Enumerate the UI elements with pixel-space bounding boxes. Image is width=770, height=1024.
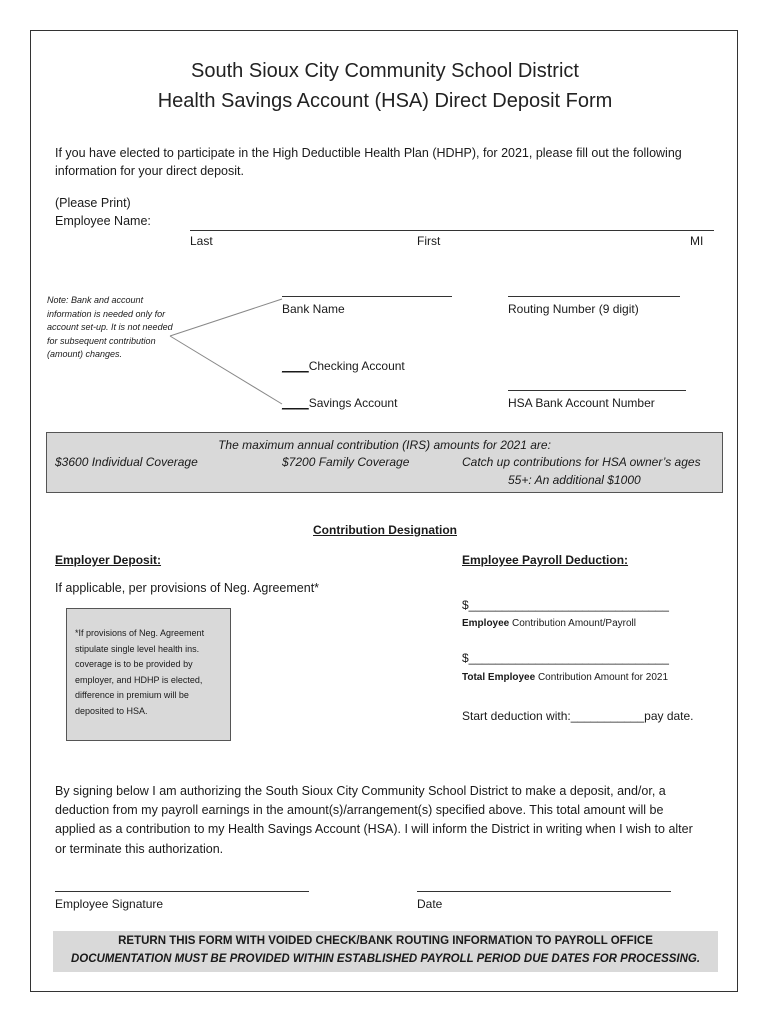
hsa-account-number-field[interactable]	[508, 390, 686, 391]
total-contribution-amount-label	[462, 672, 668, 683]
footer-box	[53, 931, 718, 972]
checking-account-option[interactable]	[282, 359, 405, 373]
savings-account-option[interactable]	[282, 396, 397, 410]
employee-payroll-deduction-heading: Employee Payroll Deduction:	[462, 553, 629, 567]
individual-coverage-limit: $3600 Individual Coverage	[55, 455, 198, 469]
contribution-designation-heading: Contribution Designation	[313, 523, 457, 537]
employee-contribution-amount-label	[462, 618, 636, 629]
intro-line-1: If you have elected to participate in the High Deductible Health Plan (HDHP), for 2021, please fill out the following	[55, 146, 682, 160]
footer-return-instruction: RETURN THIS FORM WITH VOIDED CHECK/BANK ROUTING INFORMATION TO PAYROLL OFFICE	[118, 935, 653, 947]
employee-signature-label: Employee Signature	[55, 897, 164, 911]
checking-blank: ____	[282, 359, 309, 373]
authorization-line-2: deduction from my payroll earnings in the amount(s)/arrangement(s) specified above. This total amount will be	[55, 803, 664, 817]
total-contribution-amount-field[interactable]: $______________________________	[462, 651, 669, 665]
please-print-label: (Please Print)	[55, 196, 131, 210]
authorization-line-3: applied as a contribution to my Health Savings Account (HSA). I will inform the District in writing when I wish to alter	[55, 822, 693, 836]
checking-account-label: Checking Account	[308, 359, 405, 373]
catchup-contribution-line-1: Catch up contributions for HSA owner’s ages	[462, 455, 701, 469]
employee-bold: Employee	[462, 618, 510, 629]
date-field[interactable]	[417, 891, 671, 892]
employee-contribution-amount-field[interactable]: $______________________________	[462, 598, 669, 612]
routing-number-label: Routing Number (9 digit)	[508, 302, 639, 316]
family-coverage-limit: $7200 Family Coverage	[282, 455, 410, 469]
employee-signature-field[interactable]	[55, 891, 309, 892]
total-amount-text: Contribution Amount for 2021	[535, 672, 669, 683]
form-title: Health Savings Account (HSA) Direct Deposit Form	[157, 90, 613, 112]
first-name-label: First	[417, 234, 441, 248]
employee-name-label: Employee Name:	[55, 214, 151, 228]
hsa-account-number-label: HSA Bank Account Number	[508, 396, 655, 410]
catchup-contribution-line-2: 55+: An additional $1000	[508, 473, 641, 487]
neg-agreement-callout-text: *If provisions of Neg. Agreement stipulate single level health ins. coverage is to be provided by employer, and HDHP is elected, difference in premium will be deposited to HSA.	[75, 628, 205, 716]
footer-documentation-instruction: DOCUMENTATION MUST BE PROVIDED WITHIN ESTABLISHED PAYROLL PERIOD DUE DATES FOR PROCESSING.	[70, 953, 701, 965]
bank-name-field[interactable]	[282, 296, 452, 297]
bank-info-note: Note: Bank and account information is needed only for account set-up. It is not needed for subsequent contribution (amount) changes.	[47, 295, 173, 359]
last-name-label: Last	[190, 234, 213, 248]
authorization-line-1: By signing below I am authorizing the South Sioux City Community School District to make a deposit, and/or, a	[55, 784, 666, 798]
amount-payroll-text: Contribution Amount/Payroll	[509, 618, 636, 629]
total-employee-bold: Total Employee	[462, 672, 536, 683]
savings-account-label: Savings Account	[308, 396, 398, 410]
savings-blank: ____	[282, 396, 309, 410]
employer-deposit-text: If applicable, per provisions of Neg. Agreement*	[55, 581, 320, 595]
intro-line-2: information for your direct deposit.	[55, 164, 244, 178]
contribution-limits-heading: The maximum annual contribution (IRS) amounts for 2021 are:	[218, 438, 551, 452]
date-label: Date	[417, 897, 443, 911]
employer-deposit-heading: Employer Deposit:	[55, 553, 162, 567]
form-title-district: South Sioux City Community School District	[191, 60, 579, 82]
bank-name-label: Bank Name	[282, 302, 345, 316]
routing-number-field[interactable]	[508, 296, 680, 297]
start-deduction-field[interactable]: Start deduction with:___________pay date.	[462, 709, 694, 723]
authorization-line-4: or terminate this authorization.	[55, 842, 224, 856]
middle-initial-label: MI	[690, 234, 704, 248]
